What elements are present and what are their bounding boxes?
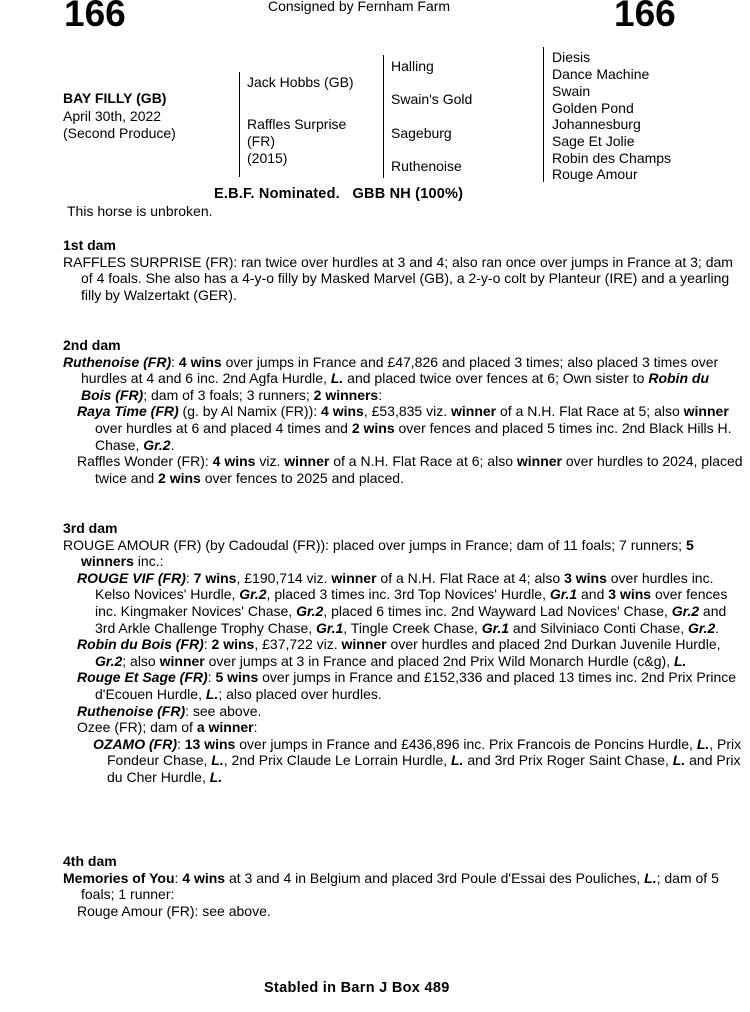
sire-dam: Swain's Gold xyxy=(391,91,473,107)
dam-name-line-2: (FR) xyxy=(247,133,275,149)
third-dam-produce-3: Rouge Et Sage (FR): 5 wins over jumps in France and £152,336 and placed 13 times inc. 2nd Prix Prince d'Ecouen Hurdle, L.; also placed over hurdles. xyxy=(77,669,737,702)
lot-number-right: 166 xyxy=(614,0,676,34)
fourth-dam-section xyxy=(63,853,743,919)
second-dam-heading: 2nd dam xyxy=(63,337,121,353)
sire: Jack Hobbs (GB) xyxy=(247,74,354,90)
ggp-3: Swain xyxy=(552,83,591,99)
fourth-dam-heading: 4th dam xyxy=(63,853,117,869)
third-dam-produce-4: Ruthenoise (FR): see above. xyxy=(77,702,262,719)
fourth-dam-produce-1: Rouge Amour (FR): see above. xyxy=(77,902,271,919)
ggp-2: Dance Machine xyxy=(552,66,650,82)
dam-dam: Ruthenoise xyxy=(391,158,462,174)
ggp-1: Diesis xyxy=(552,49,591,65)
unbroken-note: This horse is unbroken. xyxy=(67,203,213,219)
third-dam-heading: 3rd dam xyxy=(63,520,118,536)
pedigree-divider-2 xyxy=(383,55,384,178)
ggp-8: Rouge Amour xyxy=(552,166,638,182)
fourth-dam-para: Memories of You: 4 wins at 3 and 4 in Belgium and placed 3rd Poule d'Essai des Pouliches, L.; dam of 5 foals; 1 runner: xyxy=(63,869,719,903)
consignor: Consigned by Fernham Farm xyxy=(268,0,451,14)
ggp-5: Johannesburg xyxy=(552,116,641,132)
horse-description: BAY FILLY (GB) xyxy=(63,90,167,106)
second-dam-para: Ruthenoise (FR): 4 wins over jumps in France and £47,826 and placed 3 times; also placed 3 times over hurdles at 4 and 6 inc. 2nd Agfa Hurdle, L. and placed twice over fences at 6; Own sister to Robin du Bois (FR); dam of 3 foals; 3 runners; 2 winners: xyxy=(63,353,719,403)
produce-note: (Second Produce) xyxy=(63,125,176,141)
third-dam-section xyxy=(63,520,743,786)
second-dam-section xyxy=(63,337,743,486)
sire-sire: Halling xyxy=(391,58,434,74)
first-dam-text: RAFFLES SURPRISE (FR): ran twice over hurdles at 3 and 4; also ran once over jumps in France at 3; dam of 4 foals. She also has a 4-y-o filly by Masked Marvel (GB), a 2-y-o colt by Planteur (IRE) and a yearling filly by Walzertakt (GER). xyxy=(63,253,733,303)
third-dam-produce-5: Ozee (FR); dam of a winner: xyxy=(77,719,258,736)
second-dam-produce-1: Raya Time (FR) (g. by Al Namix (FR)): 4 wins, £53,835 viz. winner of a N.H. Flat Race at 5; also winner over hurdles at 6 and placed 4 times and 2 wins over fences and placed 5 times inc. 2nd Black Hills H. Chase, Gr.2. xyxy=(77,403,732,453)
pedigree-divider-1 xyxy=(239,72,240,177)
pedigree-divider-3 xyxy=(543,47,544,182)
first-dam-heading: 1st dam xyxy=(63,237,116,253)
dam-sire: Sageburg xyxy=(391,125,452,141)
third-dam-para: ROUGE AMOUR (FR) (by Cadoudal (FR)): placed over jumps in France; dam of 11 foals; 7 runners; 5 winners inc.: xyxy=(63,536,694,570)
ggp-6: Sage Et Jolie xyxy=(552,133,635,149)
first-dam-section xyxy=(63,237,743,303)
third-dam-produce-2: Robin du Bois (FR): 2 wins, £37,722 viz. winner over hurdles and placed 2nd Durkan Juvenile Hurdle, Gr.2; also winner over jumps at 3 in France and placed 2nd Prix Wild Monarch Hurdle (c&g), L. xyxy=(77,636,721,669)
ebf-nomination: E.B.F. Nominated. GBB NH (100%) xyxy=(214,186,464,202)
dam-name-line-3: (2015) xyxy=(247,150,288,166)
foaling-date: April 30th, 2022 xyxy=(63,108,162,124)
stabling-location: Stabled in Barn J Box 489 xyxy=(264,980,450,996)
second-dam-produce-2: Raffles Wonder (FR): 4 wins viz. winner of a N.H. Flat Race at 6; also winner over hurdles to 2024, placed twice and 2 wins over fences to 2025 and placed. xyxy=(77,453,743,486)
lot-number-left: 166 xyxy=(64,0,126,34)
ggp-4: Golden Pond xyxy=(552,100,634,116)
third-dam-produce-1: ROUGE VIF (FR): 7 wins, £190,714 viz. winner of a N.H. Flat Race at 4; also 3 wins over hurdles inc. Kelso Novices' Hurdle, Gr.2, placed 3 times inc. 3rd Top Novices' Hurdle, Gr.1 and 3 wins over fences inc. Kingmaker Novices' Chase, Gr.2, placed 6 times inc. 2nd Wayward Lad Novices' Chase, Gr.2 and 3rd Arkle Challenge Trophy Chase, Gr.1, Tingle Creek Chase, Gr.1 and Silviniaco Conti Chase, Gr.2. xyxy=(77,569,728,636)
dam-name-line-1: Raffles Surprise xyxy=(247,116,347,132)
third-dam-grandproduce-1: OZAMO (FR): 13 wins over jumps in France and £436,896 inc. Prix Francois de Poncins Hurdle, L., Prix Fondeur Chase, L., 2nd Prix Claude Le Lorrain Hurdle, L. and 3rd Prix Roger Saint Chase, L. and Prix du Cher Hurdle, L. xyxy=(93,735,742,785)
ggp-7: Robin des Champs xyxy=(552,150,672,166)
